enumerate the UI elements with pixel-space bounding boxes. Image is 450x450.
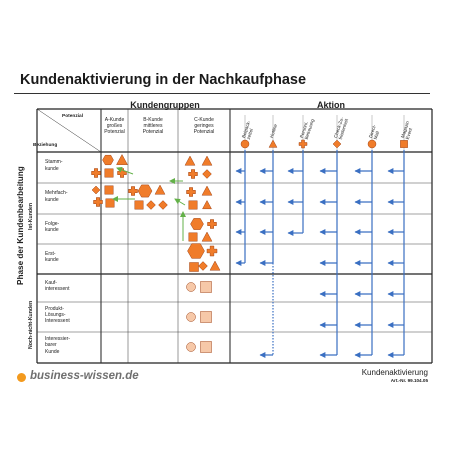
row-label-4: Kauf- interessent — [45, 279, 70, 292]
diamond-icon — [203, 170, 212, 179]
row-label-5: Produkt- Lösungs- Interessent — [45, 305, 70, 325]
triangle-icon — [185, 156, 195, 165]
triangle-icon — [117, 155, 128, 165]
square-icon — [106, 199, 114, 207]
footer-article-number: Art.-Nr. 99.104.05 — [390, 378, 428, 383]
square-icon — [201, 282, 212, 293]
customer-shapes — [92, 140, 408, 353]
column-header-a: A-Kunde großes Potenzial — [104, 117, 125, 136]
square-icon — [105, 186, 113, 194]
cross-icon — [207, 246, 217, 256]
triangle-icon — [203, 201, 212, 209]
column-header-b: B-Kunde mittleres Potenzial — [142, 117, 164, 136]
triangle-icon — [269, 140, 277, 147]
cross-icon — [92, 169, 101, 178]
diamond-icon — [147, 201, 156, 210]
square-icon — [135, 201, 143, 209]
circle-icon — [187, 343, 196, 352]
cross-icon — [129, 187, 138, 196]
circle-icon — [187, 283, 196, 292]
cross-icon — [299, 140, 307, 148]
circle-icon — [368, 140, 376, 148]
triangle-icon — [202, 186, 212, 195]
square-icon — [201, 342, 212, 353]
hexagon-icon — [103, 155, 114, 165]
hexagon-icon — [188, 244, 205, 259]
diamond-icon — [159, 201, 168, 210]
action-header-4: Direct- Mail — [368, 124, 381, 141]
hexagon-icon — [138, 185, 152, 197]
column-header-c: C-Kunde geringes Potenzial — [193, 117, 215, 136]
hexagon-icon — [191, 218, 204, 229]
cross-icon — [189, 170, 198, 179]
group-header-aktion: Aktion — [317, 100, 345, 110]
square-icon — [400, 140, 407, 147]
footer-doc-title: Kundenaktivierung — [361, 368, 428, 377]
logo: business-wissen.de — [30, 370, 139, 382]
circle-icon — [241, 140, 249, 148]
corner-label-potenzial: Potenzial — [62, 114, 84, 119]
action-flows — [113, 150, 404, 355]
side-label-ist-kunden: Ist-Kunden — [28, 202, 34, 230]
action-header-1: Hotline — [269, 123, 279, 139]
green-arrow-c-to-b-2 — [175, 199, 185, 205]
row-label-1: Mehrfach- kunde — [45, 190, 68, 203]
square-icon — [190, 263, 199, 272]
circle-icon — [187, 313, 196, 322]
action-header-2: Persönl. Betreuung — [299, 118, 316, 141]
action-header-5: Magazin Event — [400, 120, 414, 141]
cross-icon — [208, 220, 217, 229]
diamond-icon — [199, 262, 208, 271]
logo-dot-icon — [17, 373, 26, 382]
triangle-icon — [202, 232, 212, 241]
row-label-0: Stamm- kunde — [45, 159, 63, 172]
square-icon — [105, 169, 113, 177]
square-icon — [201, 312, 212, 323]
square-icon — [189, 201, 197, 209]
square-icon — [189, 233, 197, 241]
side-label-noch-nicht-kunden: Noch-nicht-Kunden — [28, 300, 34, 349]
triangle-icon — [155, 185, 165, 194]
row-label-6: Interessier- barer Kunde — [45, 336, 71, 355]
corner-label-beziehung: Beziehung — [33, 143, 58, 148]
diamond-icon — [333, 140, 341, 148]
triangle-icon — [210, 261, 220, 270]
row-label-2: Folge- kunde — [45, 220, 60, 233]
side-label-phase: Phase der Kundenbearbeitung — [16, 166, 25, 285]
row-label-3: Erst- kunde — [45, 250, 59, 263]
action-header-3: Check-Zu- friedenheit — [333, 116, 350, 141]
triangle-icon — [202, 156, 212, 165]
group-header-kundengruppen: Kundengruppen — [130, 100, 200, 110]
action-header-0: Beipack- zettel — [241, 119, 255, 141]
diamond-icon — [92, 186, 100, 194]
cross-icon — [187, 188, 196, 197]
page-title: Kundenaktivierung in der Nachkaufphase — [20, 72, 307, 88]
